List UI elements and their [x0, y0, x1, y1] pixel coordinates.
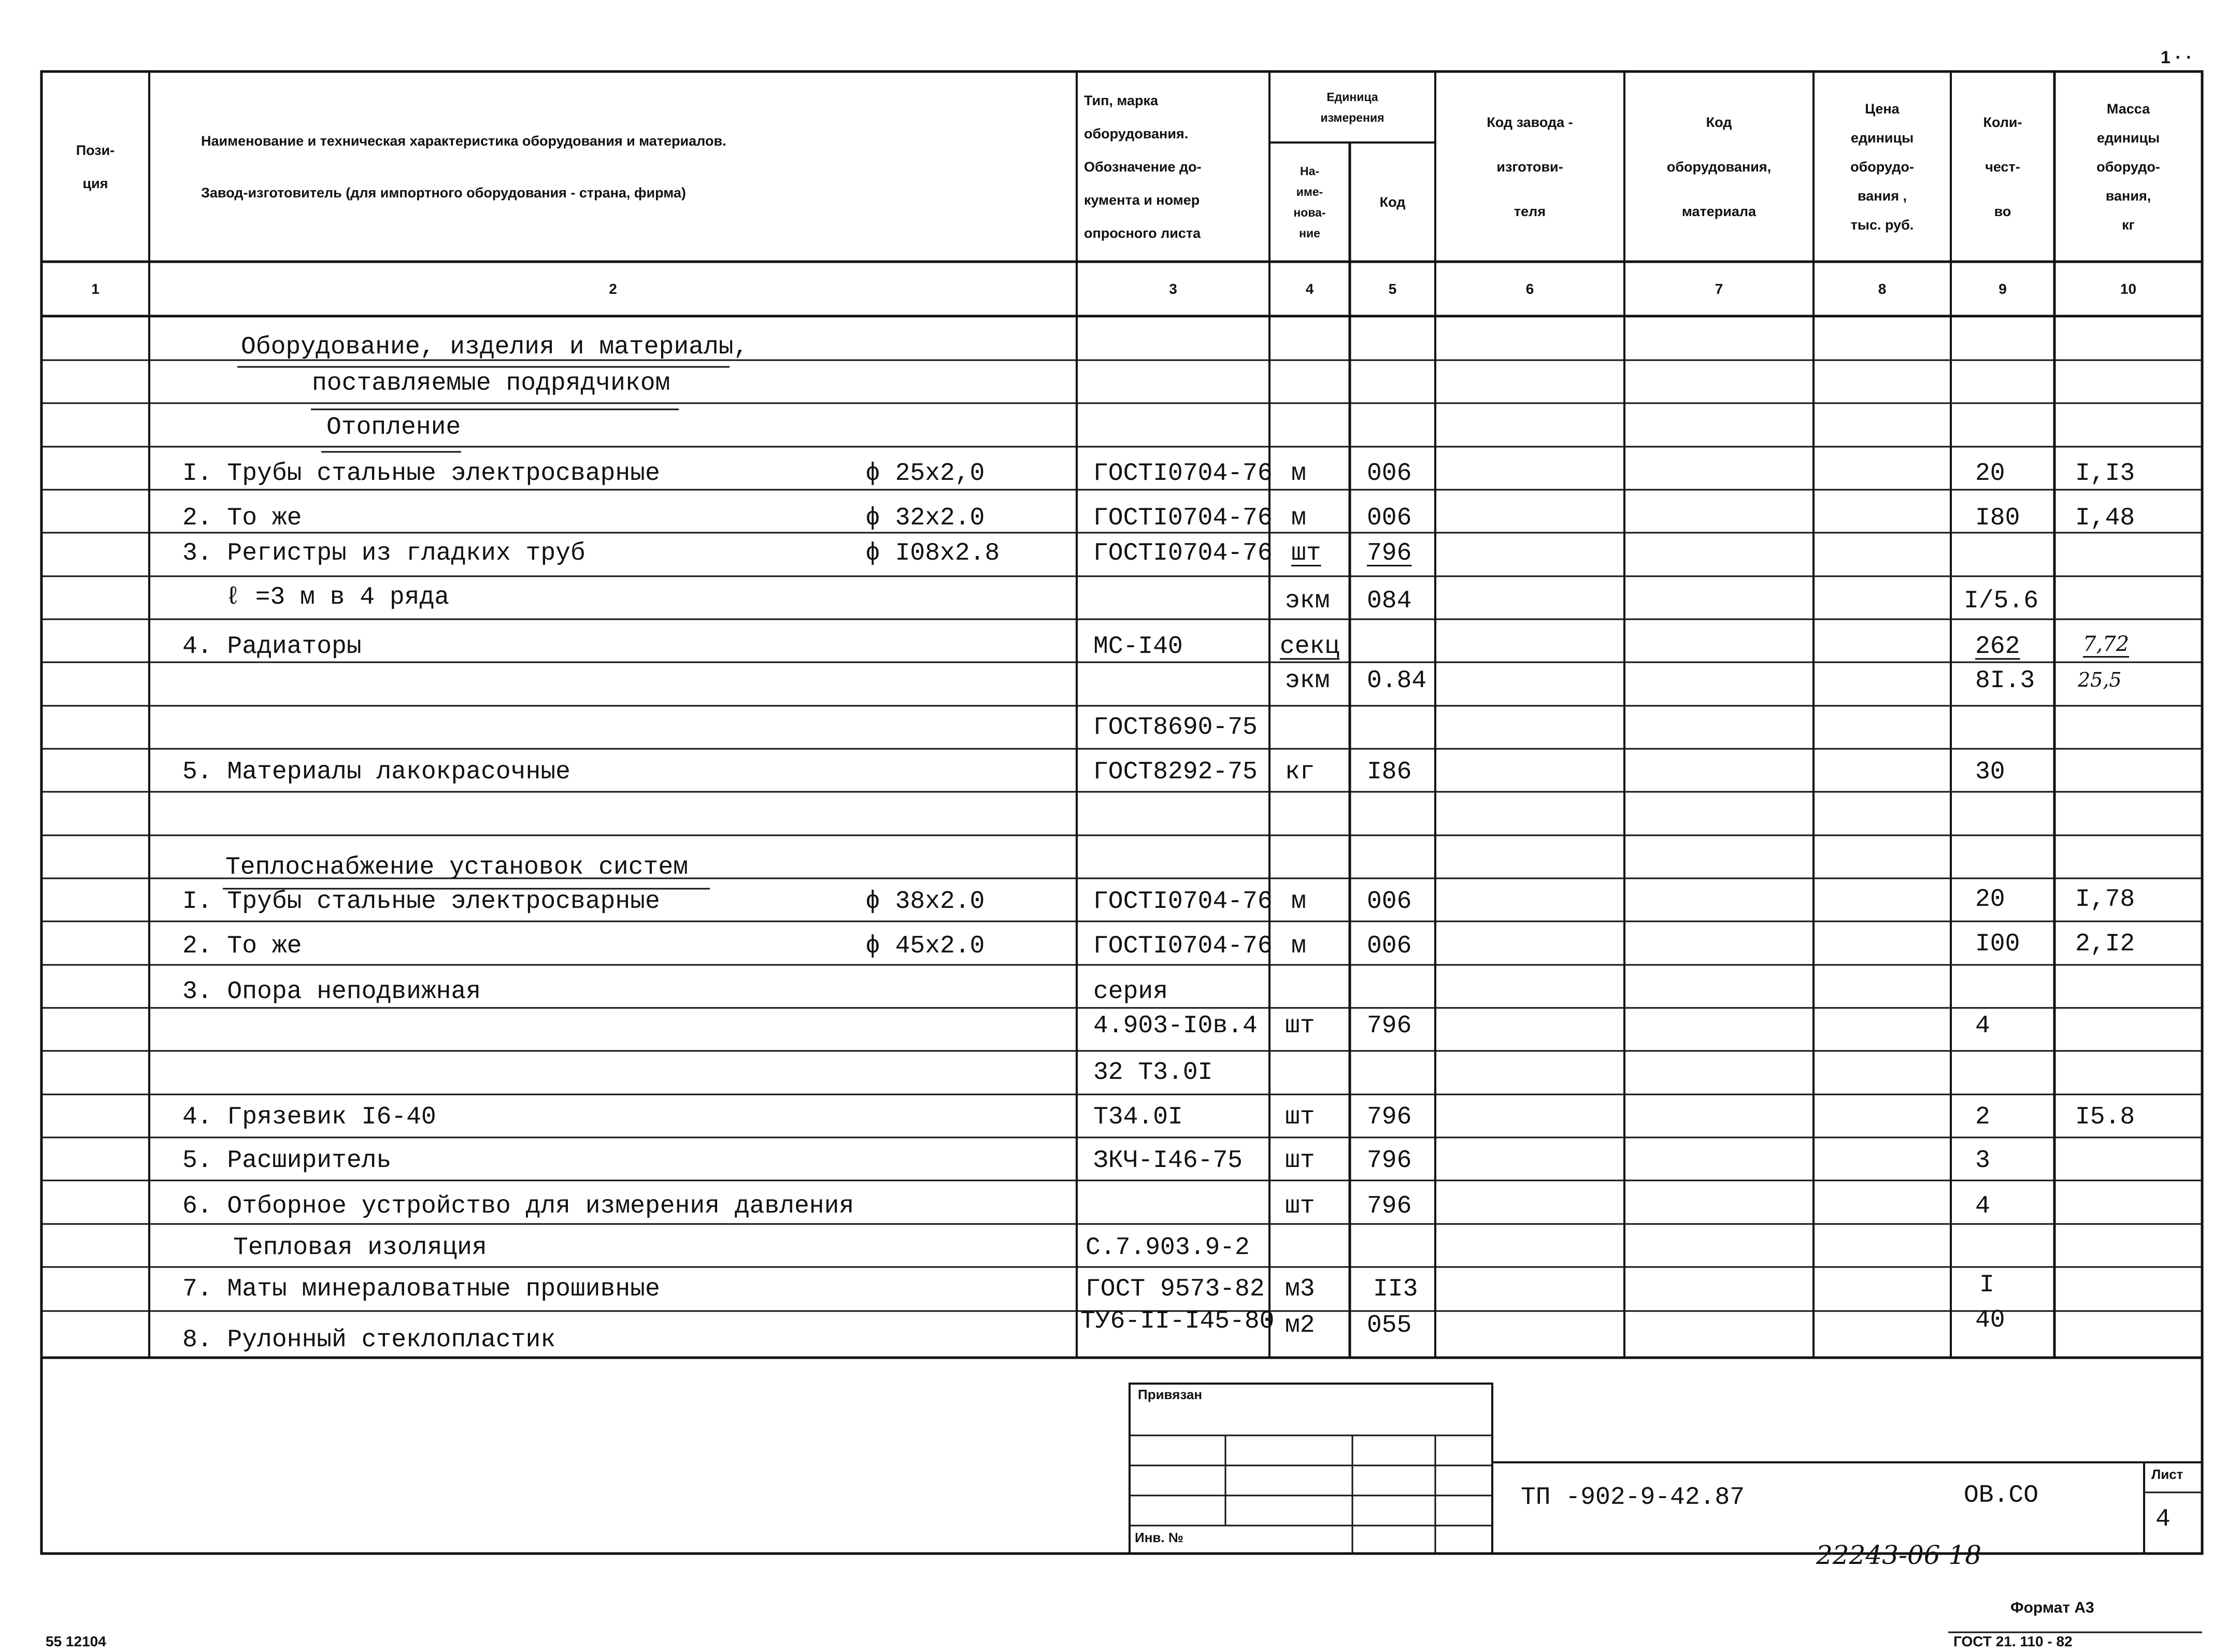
handwritten-number: 22243-06 18: [1816, 1540, 1982, 1570]
item-name: I. Трубы стальные электросварные: [182, 888, 660, 916]
header-text: Цена: [1865, 101, 1900, 117]
header-text: единицы: [2096, 130, 2160, 146]
header-text: Коли-: [1983, 114, 2022, 130]
header-text: Код: [1706, 114, 1732, 130]
item-code: I86: [1367, 758, 1412, 786]
item-code: 0.84: [1367, 667, 1427, 695]
column-number: 7: [1715, 280, 1723, 297]
item-document: Т34.0I: [1093, 1103, 1183, 1131]
item-code: II3: [1373, 1275, 1418, 1303]
item-name: 8. Рулонный стеклопластик: [182, 1326, 556, 1354]
format-label: Формат А3: [2010, 1599, 2094, 1616]
sheet-label: Лист: [2151, 1466, 2183, 1482]
item-quantity: I: [1979, 1271, 1994, 1299]
header-text: Пози-: [76, 142, 115, 158]
item-name: 2. То же: [182, 932, 302, 960]
item-code: 084: [1367, 587, 1412, 615]
section-heading: Теплоснабжение установок систем: [225, 853, 688, 881]
item-name: 7. Маты минераловатные прошивные: [182, 1275, 660, 1303]
column-number: 2: [609, 280, 617, 297]
column-number: 10: [2120, 280, 2137, 297]
item-document: ГОСТI0704-76: [1093, 888, 1273, 916]
item-quantity: 3: [1975, 1147, 1990, 1175]
header-text: вания,: [2105, 188, 2151, 204]
item-spec: ɸ 32x2.0: [865, 504, 985, 532]
header-text: Код: [1379, 194, 1406, 210]
item-document: ГОСТ8292-75: [1093, 758, 1258, 786]
item-name: 3. Регистры из гладких труб: [182, 539, 586, 567]
item-quantity: 20: [1975, 460, 2005, 488]
item-unit: экм: [1285, 667, 1330, 695]
column-number: 9: [1998, 280, 2007, 297]
header-text: тыс. руб.: [1850, 217, 1914, 233]
item-code: 796: [1367, 1012, 1412, 1040]
header-text: материала: [1681, 203, 1757, 219]
item-name: 6. Отборное устройство для измерения давления: [182, 1192, 854, 1220]
item-spec: ɸ 38x2.0: [865, 888, 985, 916]
header-text: чест-: [1985, 159, 2020, 175]
item-name: I. Трубы стальные электросварные: [182, 460, 660, 488]
gost-label: ГОСТ 21. 110 - 82: [1953, 1633, 2073, 1649]
item-name: 4. Грязевик I6-40: [182, 1103, 436, 1131]
item-unit: м2: [1285, 1312, 1315, 1340]
header-text: единицы: [1850, 130, 1914, 146]
header-plant-code: [1435, 72, 1624, 262]
column-number: 1: [91, 280, 99, 297]
item-quantity: 8I.3: [1975, 667, 2035, 695]
item-document: ГОСТI0704-76: [1093, 460, 1273, 488]
item-code: 006: [1367, 932, 1412, 960]
item-name: 2. То же: [182, 504, 302, 532]
header-name: [149, 72, 1077, 262]
item-unit: м: [1291, 504, 1306, 532]
header-text: кумента и номер: [1084, 192, 1200, 208]
item-quantity: 2: [1975, 1103, 1990, 1131]
header-quantity: [1951, 72, 2054, 262]
stamp-inventory-number: Инв. №: [1135, 1530, 1183, 1545]
item-quantity: I/5.6: [1964, 587, 2039, 615]
item-code: 796: [1367, 1192, 1412, 1220]
item-document: ТУ6-II-I45-80: [1080, 1307, 1275, 1335]
item-document: МС-I40: [1093, 633, 1183, 661]
item-code: 006: [1367, 504, 1412, 532]
item-unit: кг: [1285, 758, 1315, 786]
stamp-privyazan: Привязан: [1138, 1387, 1203, 1402]
header-unit-name: [1269, 143, 1350, 262]
item-unit: шт: [1285, 1103, 1315, 1131]
header-text: Единица измерения: [1320, 90, 1384, 124]
item-unit: шт: [1285, 1012, 1315, 1040]
column-number: 4: [1305, 280, 1314, 297]
item-spec: ɸ 45x2.0: [865, 932, 985, 960]
item-unit: шт: [1291, 539, 1321, 567]
header-mass: [2054, 72, 2202, 262]
item-name: 3. Опора неподвижная: [182, 978, 481, 1006]
item-quantity: 20: [1975, 886, 2005, 914]
header-text: Обозначение до-: [1084, 159, 1202, 175]
column-number: 5: [1388, 280, 1397, 297]
item-document: ГОСТI0704-76: [1093, 932, 1273, 960]
section-heading: Оборудование, изделия и материалы,: [241, 333, 749, 361]
column-number: 3: [1169, 280, 1177, 297]
item-mass: 7,72: [2083, 632, 2130, 656]
column-number: 6: [1525, 280, 1534, 297]
header-price: [1814, 72, 1951, 262]
header-text: Тип, марка: [1084, 92, 1159, 108]
item-quantity: 262: [1975, 633, 2020, 661]
header-type: [1077, 72, 1269, 262]
header-text: кг: [2122, 217, 2135, 233]
item-mass: I,48: [2075, 504, 2135, 532]
header-text: Наименование и техническая характеристика оборудования и материалов.: [201, 133, 726, 149]
item-mass: I5.8: [2075, 1103, 2135, 1131]
item-quantity: I80: [1975, 504, 2020, 532]
item-document: ГОСТ 9573-82: [1086, 1275, 1265, 1303]
item-code: 796: [1367, 1147, 1412, 1175]
column-number: 8: [1878, 280, 1887, 297]
header-unit-code: [1350, 143, 1435, 262]
item-document: 4.903-I0в.4: [1093, 1012, 1258, 1040]
header-text: теля: [1514, 203, 1546, 219]
header-text: оборудо-: [2096, 159, 2160, 175]
print-code: 55 12104: [46, 1633, 106, 1649]
item-unit: м: [1291, 460, 1306, 488]
header-text: оборудования.: [1084, 125, 1189, 141]
header-text: оборудо-: [1850, 159, 1914, 175]
item-mass: I,I3: [2075, 460, 2135, 488]
document-mark: ОВ.СО: [1964, 1482, 2039, 1509]
document-code: ТП -902-9-42.87: [1521, 1484, 1745, 1512]
item-code: 006: [1367, 888, 1412, 916]
section-heading: Отопление: [326, 414, 461, 442]
item-name: ℓ =3 м в 4 ряда: [225, 583, 450, 611]
item-name: 5. Материалы лакокрасочные: [182, 758, 570, 786]
header-text: ция: [82, 175, 108, 191]
item-mass: 25,5: [2078, 668, 2122, 691]
item-quantity: 4: [1975, 1012, 1990, 1040]
header-text: изготови-: [1496, 159, 1563, 175]
item-document: ЗКЧ-I46-75: [1093, 1147, 1243, 1175]
section-heading: поставляемые подрядчиком: [312, 369, 670, 397]
header-text: оборудования,: [1666, 159, 1772, 175]
header-equipment-code: [1624, 72, 1814, 262]
item-name: 5. Расширитель: [182, 1147, 392, 1175]
item-unit: шт: [1285, 1147, 1315, 1175]
item-unit: экм: [1285, 587, 1330, 615]
item-code: 796: [1367, 1103, 1412, 1131]
header-text: име-: [1296, 185, 1323, 198]
header-unit-group: [1269, 72, 1435, 143]
item-document: ГОСТ8690-75: [1093, 714, 1258, 742]
corner-mark: 1 · ·: [2161, 48, 2192, 67]
item-unit: секц: [1280, 633, 1340, 661]
item-document: ГОСТI0704-76: [1093, 539, 1273, 567]
item-code: 006: [1367, 460, 1412, 488]
item-code: 055: [1367, 1312, 1412, 1340]
item-document: С.7.903.9-2: [1086, 1234, 1250, 1262]
item-document: 32 Т3.0I: [1093, 1059, 1213, 1087]
item-spec: ɸ I08x2.8: [865, 539, 1000, 567]
header-text: Масса: [2106, 101, 2150, 117]
header-text: Завод-изготовитель (для импортного оборудования - страна, фирма): [201, 184, 686, 201]
item-unit: м: [1291, 932, 1306, 960]
item-code: 796: [1367, 539, 1412, 567]
item-quantity: 30: [1975, 758, 2005, 786]
header-text: нова-: [1293, 206, 1326, 219]
item-name: 4. Радиаторы: [182, 633, 362, 661]
item-mass: 2,I2: [2075, 930, 2135, 958]
header-text: На-: [1300, 164, 1320, 178]
item-unit: шт: [1285, 1192, 1315, 1220]
item-name: Тепловая изоляция: [233, 1234, 487, 1262]
item-quantity: 4: [1975, 1192, 1990, 1220]
item-document: ГОСТI0704-76: [1093, 504, 1273, 532]
header-position: [41, 72, 149, 262]
item-quantity: 40: [1975, 1306, 2005, 1334]
item-document: серия: [1093, 978, 1168, 1006]
item-quantity: I00: [1975, 930, 2020, 958]
sheet-number: 4: [2155, 1505, 2171, 1533]
item-unit: м: [1291, 888, 1306, 916]
item-unit: м3: [1285, 1275, 1315, 1303]
header-text: во: [1994, 203, 2011, 219]
header-text: вания ,: [1858, 188, 1907, 204]
header-text: Код завода -: [1487, 114, 1573, 130]
item-spec: ɸ 25x2,0: [865, 460, 985, 488]
header-text: ние: [1299, 226, 1320, 240]
item-mass: I,78: [2075, 886, 2135, 914]
header-text: опросного листа: [1084, 225, 1201, 241]
